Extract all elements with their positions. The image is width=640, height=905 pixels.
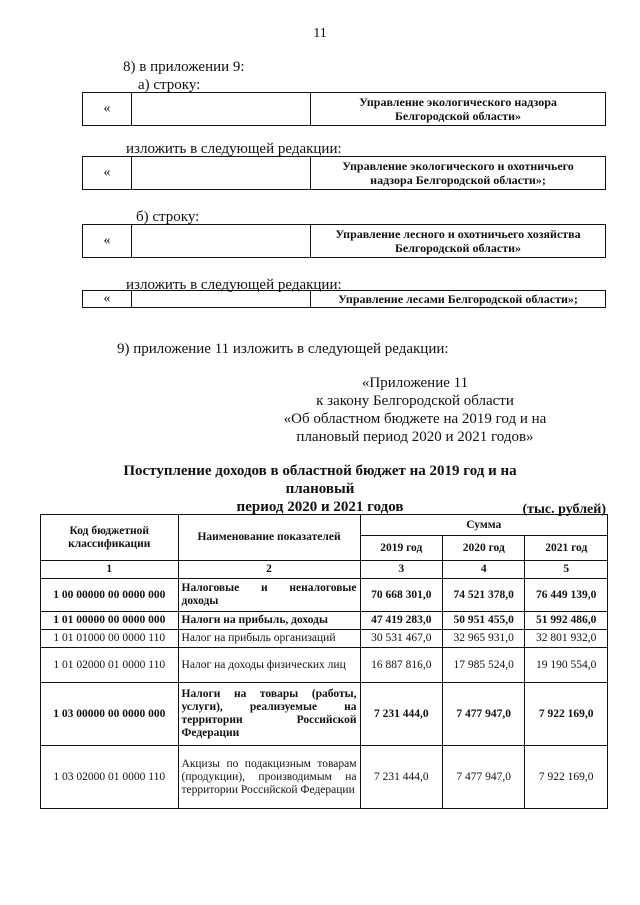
item-9-text: 9) приложение 11 изложить в следующей редакции: xyxy=(117,341,449,357)
quote-mark: « xyxy=(83,93,132,126)
quote-mark: « xyxy=(83,291,132,308)
units-label: (тыс. рублей) xyxy=(522,502,606,517)
item-8a-label: а) строку: xyxy=(138,77,201,93)
appendix-header: «Приложение 11 к закону Белгородской области «Об областном бюджете на 2019 год и на плановый период 2020 и 2021 годов» xyxy=(283,375,547,445)
empty-cell xyxy=(132,93,311,126)
header-2019: 2019 год xyxy=(360,536,442,561)
header-name: Наименование показателей xyxy=(178,515,360,561)
table-row: 1 03 00000 00 0000 000 Налоги на товары (работы, услуги), реализуемые на территории Российской Федерации 7 231 444,0 7 477 947,0 7 922 169,0 xyxy=(41,683,608,746)
old-row-table-b xyxy=(82,224,606,258)
edit-label-1: изложить в следующей редакции: xyxy=(126,141,342,157)
header-code: Код бюджетной классификации xyxy=(41,515,179,561)
old-row-table-a xyxy=(82,92,606,126)
revenue-table xyxy=(40,514,608,809)
empty-cell xyxy=(132,225,311,258)
agency-name-cell: Управление лесами Белгородской области»; xyxy=(311,291,606,308)
page-number: 11 xyxy=(313,26,327,41)
new-row-table-b xyxy=(82,290,606,308)
item-8b-label: б) строку: xyxy=(136,209,200,225)
quote-mark: « xyxy=(83,225,132,258)
edit-label-2: изложить в следующей редакции: xyxy=(126,277,342,293)
table-row: 1 01 01000 00 0000 110 Налог на прибыль организаций 30 531 467,0 32 965 931,0 32 801 932,0 xyxy=(41,630,608,648)
column-numbers-row: 1 2 3 4 5 xyxy=(41,561,608,579)
item-8-heading: 8) в приложении 9: xyxy=(123,59,245,75)
table-row: 1 01 02000 01 0000 110 Налог на доходы физических лиц 16 887 816,0 17 985 524,0 19 190 554,0 xyxy=(41,648,608,683)
empty-cell xyxy=(132,291,311,308)
table-row: 1 01 00000 00 0000 000 Налоги на прибыль, доходы 47 419 283,0 50 951 455,0 51 992 486,0 xyxy=(41,612,608,630)
table-row: 1 00 00000 00 0000 000 Налоговые и неналоговые доходы 70 668 301,0 74 521 378,0 76 449 139,0 xyxy=(41,579,608,612)
table-title: Поступление доходов в областной бюджет на 2019 год и на плановый период 2020 и 2021 годов xyxy=(123,463,517,515)
header-2020: 2020 год xyxy=(443,536,525,561)
table-row: 1 03 02000 01 0000 110 Акцизы по подакцизным товарам (продукции), производимым на территории Российской Федерации 7 231 444,0 7 477 947,0 7 922 169,0 xyxy=(41,746,608,809)
header-sum: Сумма xyxy=(360,515,607,536)
agency-name-cell: Управление экологического надзора Белгородской области» xyxy=(311,93,606,126)
agency-name-cell: Управление лесного и охотничьего хозяйства Белгородской области» xyxy=(311,225,606,258)
quote-mark: « xyxy=(83,157,132,190)
new-row-table-a xyxy=(82,156,606,190)
agency-name-cell: Управление экологического и охотничьего надзора Белгородской области»; xyxy=(311,157,606,190)
empty-cell xyxy=(132,157,311,190)
header-2021: 2021 год xyxy=(525,536,608,561)
